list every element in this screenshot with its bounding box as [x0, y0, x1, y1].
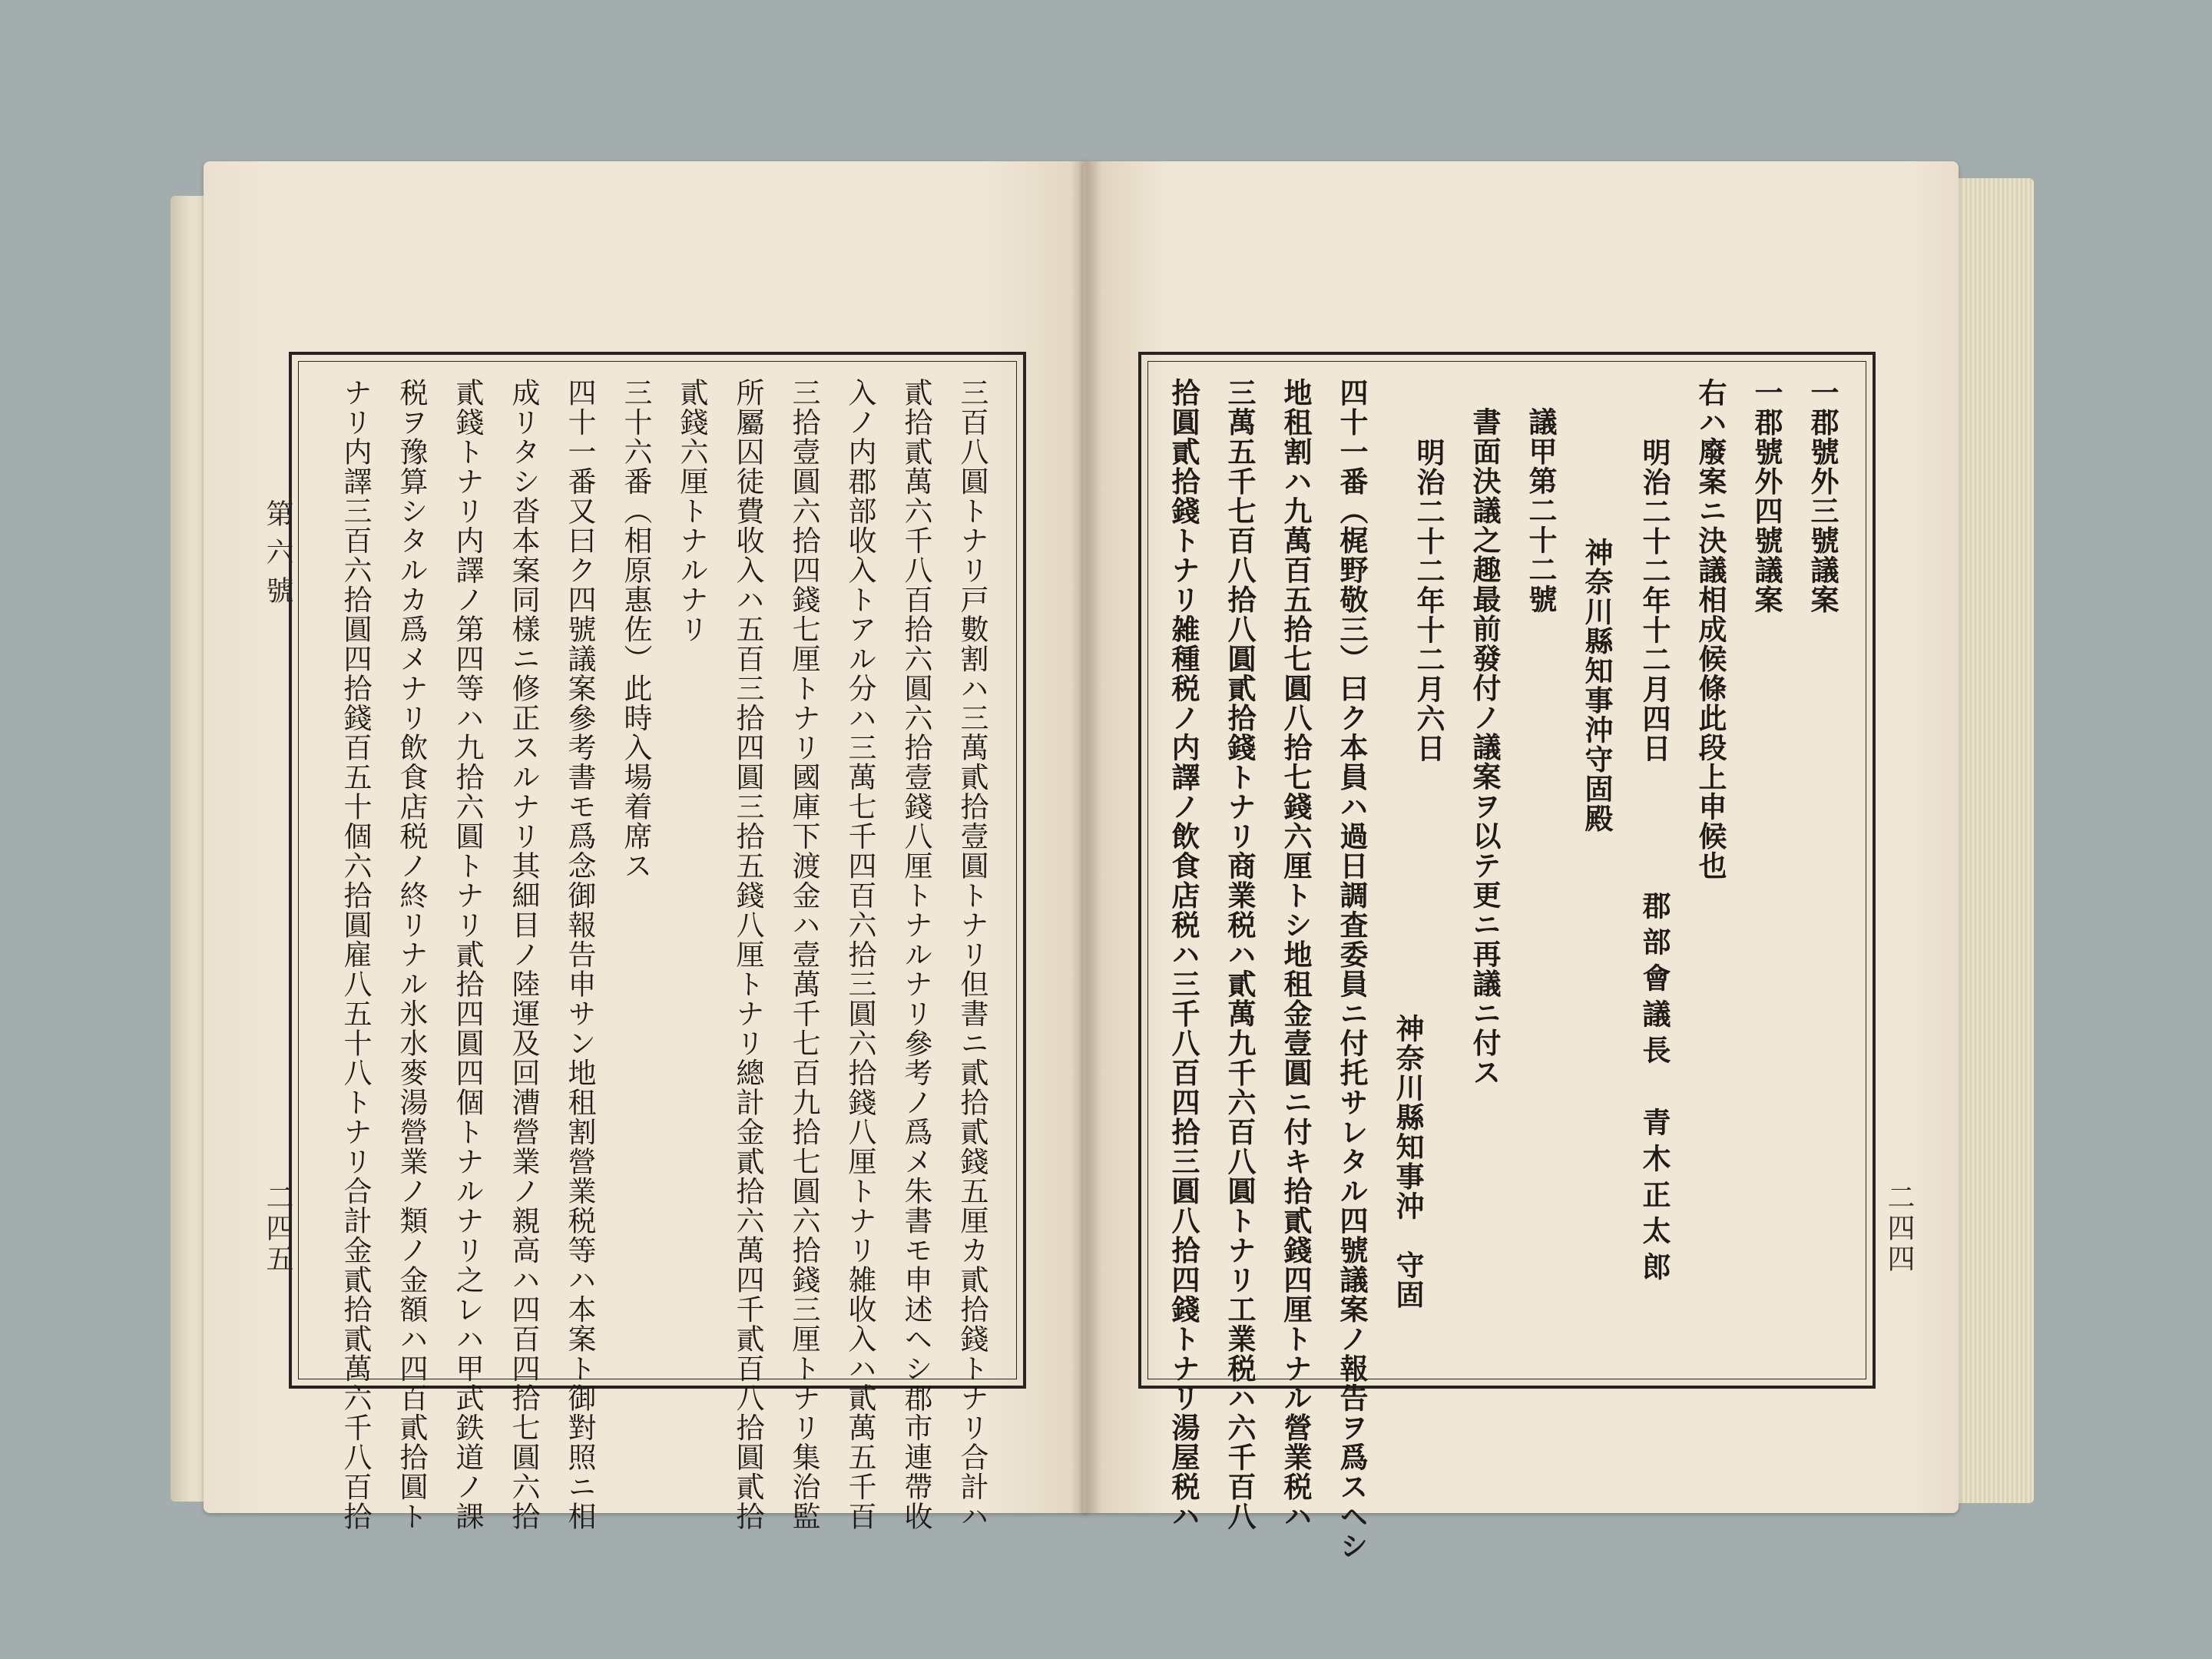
right-column-4: 明治二十二年十二月四日: [1637, 438, 1671, 763]
right-column-9: 明治二十二年十二月六日: [1412, 438, 1445, 763]
left-column-11: 税ヲ豫算シタルカ爲メナリ飲食店税ノ終リナル氷水麥湯營業ノ類ノ金額ハ四百貳拾圓ト: [395, 378, 428, 1532]
left-column-5: 所屬囚徒費收入ハ五百三拾四圓三拾五錢八厘トナリ總計金貳拾六萬四千貳百八拾圓貳拾: [731, 378, 764, 1532]
right-column-3: 右ハ廢案ニ決議相成候條此段上申候也: [1694, 378, 1727, 881]
right-page-number: 二四四: [1883, 1183, 1915, 1275]
right-column-1: 一郡號外三號議案: [1806, 378, 1839, 614]
right-column-10: 神奈川縣知事沖 守固: [1391, 1014, 1425, 1310]
chapter-heading: 第六號: [262, 499, 293, 614]
left-column-7: 三十六番（相原惠佐）此時入場着席ス: [619, 378, 652, 881]
book-gutter: [1071, 161, 1102, 1513]
left-column-3: 入ノ内郡部收入トアル分ハ三萬七千四百六拾三圓六拾錢八厘トナリ雑收入ハ貳萬五千百: [843, 378, 876, 1532]
right-column-11: 四十一番（梶野敬三）曰ク本員ハ過日調査委員ニ付托サレタル四號議案ノ報告ヲ爲スヘシ: [1335, 378, 1369, 1561]
right-column-6: 神奈川縣知事沖守固殿: [1580, 538, 1614, 833]
left-column-6: 貳錢六厘トナルナリ: [675, 378, 708, 644]
right-column-7: 議甲第二十二號: [1524, 407, 1558, 614]
right-column-8: 書面決議之趣最前發付ノ議案ヲ以テ更ニ再議ニ付ス: [1468, 407, 1502, 1088]
right-column-5: 郡部會議長 青木正太郎: [1637, 891, 1671, 1288]
right-column-14: 拾圓貳拾錢トナリ雑種税ノ内譯ノ飲食店税ハ三千八百四拾三圓八拾四錢トナリ湯屋税ハ: [1167, 378, 1200, 1532]
left-column-4: 三拾壹圓六拾四錢七厘トナリ國庫下渡金ハ壹萬千七百九拾七圓六拾錢三厘トナリ集治監: [787, 378, 820, 1532]
left-column-8: 四十一番又曰ク四號議案參考書モ爲念御報告申サン地租割營業税等ハ本案ト御對照ニ相: [563, 378, 596, 1532]
left-column-12: ナリ内譯三百六拾圓四拾錢百五十個六拾圓雇八五十八トナリ合計金貳拾貳萬六千八百拾: [339, 378, 372, 1532]
left-column-1: 三百八圓トナリ戸數割ハ三萬貳拾壹圓トナリ但書ニ貳拾貳錢五厘カ貳拾錢トナリ合計ハ: [955, 378, 988, 1532]
left-column-9: 成リタシ沓本案同樣ニ修正スルナリ其細目ノ陸運及回漕營業ノ親高ハ四百四拾七圓六拾: [507, 378, 540, 1532]
left-column-2: 貳拾貳萬六千八百拾六圓六拾壹錢八厘トナルナリ參考ノ爲メ朱書モ申述ヘシ郡市連帶收: [899, 378, 932, 1532]
left-page-number: 二四五: [262, 1183, 293, 1275]
right-column-2: 一郡號外四號議案: [1750, 378, 1783, 614]
right-column-12: 地租割ハ九萬百五拾七圓八拾七錢六厘トシ地租金壹圓ニ付キ拾貳錢四厘トナル營業税ハ: [1279, 378, 1313, 1532]
right-column-13: 三萬五千七百八拾八圓貳拾錢トナリ商業税ハ貳萬九千六百八圓トナリ工業税ハ六千百八: [1223, 378, 1257, 1532]
left-column-10: 貳錢トナリ内譯ノ第四等ハ九拾六圓トナリ貳拾四圓四個トナルナリ之レハ甲武鉄道ノ課: [451, 378, 484, 1532]
